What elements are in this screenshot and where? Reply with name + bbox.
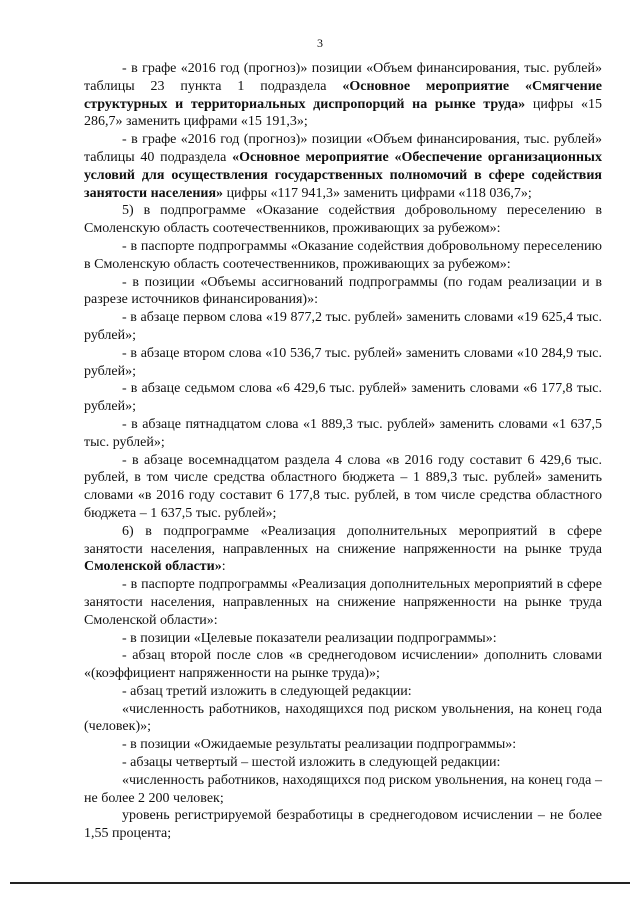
paragraph-2-tail: цифры «117 941,3» заменить цифрами «118 036,7»;: [223, 185, 532, 201]
paragraph-4: - в паспорте подпрограммы «Оказание содействия добровольному переселению в Смоленскую область соотечественников, проживающих за рубежом»:: [84, 238, 602, 272]
paragraph-20: уровень регистрируемой безработицы в среднегодовом исчислении – не более 1,55 процента;: [84, 808, 602, 842]
paragraph-11: [84, 523, 602, 576]
page-number: 3: [317, 36, 323, 50]
paragraph-1-text: - в графе «2016 год (прогноз)» позиции «Объем финансирования, тыс. рублей» таблицы 23 пункта 1 подраздела: [84, 61, 602, 94]
paragraph-11-bold: Смоленской области»: [84, 559, 222, 575]
paragraph-6: - в абзаце первом слова «19 877,2 тыс. рублей» заменить словами «19 625,4 тыс. рублей»;: [84, 310, 602, 343]
paragraph-13: - в позиции «Целевые показатели реализации подпрограммы»:: [122, 630, 497, 646]
paragraph-3: 5) в подпрограмме «Оказание содействия добровольному переселению в Смоленскую область соотечественников, проживающих за рубежом»:: [84, 203, 602, 237]
paragraph-19: «численность работников, находящихся под риском увольнения, на конец года – не более 2 200 человек;: [84, 772, 602, 806]
paragraph-1-bold: «Основное мероприятие «Смягчение структурных и территориальных диспропорций на рынке труда»: [84, 78, 603, 112]
paragraph-11-tail: :: [221, 559, 226, 575]
paragraph-12: - в паспорте подпрограммы «Реализация дополнительных мероприятий в сфере занятости населения, направленных на снижение напряженности на рынке труда Смоленской области»:: [84, 577, 602, 628]
paragraph-15: - абзац третий изложить в следующей редакции:: [122, 683, 412, 699]
paragraph-11-text: 6) в подпрограмме «Реализация дополнительных мероприятий в сфере занятости населения, направленных на снижение напряженности на рынке труда: [84, 523, 602, 557]
paragraph-16: «численность работников, находящихся под риском увольнения, на конец года (человек)»;: [84, 701, 602, 735]
document-body: [84, 60, 602, 843]
paragraph-2-text: - в графе «2016 год (прогноз)» позиции «Объем финансирования, тыс. рублей» таблицы 40 подраздела: [84, 132, 602, 165]
paragraph-14: - абзац второй после слов «в среднегодовом исчислении» дополнить словами «(коэффициент напряженности на рынке труда)»;: [84, 648, 602, 682]
paragraph-1: [84, 60, 602, 131]
paragraph-1-tail: цифры «15 286,7» заменить цифрами «15 191,3»;: [84, 96, 602, 130]
paragraph-5: - в позиции «Объемы ассигнований подпрограммы (по годам реализации и в разрезе источников финансирования)»:: [84, 274, 602, 308]
paragraph-2-bold: «Основное мероприятие «Обеспечение организационных условий для осуществления государственных полномочий в сфере содействия занятости населения»: [84, 149, 602, 201]
paragraph-7: - в абзаце втором слова «10 536,7 тыс. рублей» заменить словами «10 284,9 тыс. рублей»;: [84, 345, 602, 379]
paragraph-18: - абзацы четвертый – шестой изложить в следующей редакции:: [122, 755, 501, 771]
paragraph-8: - в абзаце седьмом слова «6 429,6 тыс. рублей» заменить словами «6 177,8 тыс. рублей»;: [84, 381, 602, 415]
paragraph-17: - в позиции «Ожидаемые результаты реализации подпрограммы»:: [122, 737, 517, 753]
paragraph-2: [84, 131, 602, 202]
paragraph-10: - в абзаце восемнадцатом раздела 4 слова «в 2016 году составит 6 429,6 тыс. рублей, в том числе средства областного бюджета – 1 889,3 тыс. рублей» заменить словами «в 2016 году составит 6 177,8 тыс. рублей, в том числе средства областного бюджета – 1 637,5 тыс. рублей»;: [84, 452, 602, 521]
page-bottom-rule: [10, 882, 630, 884]
paragraph-9: - в абзаце пятнадцатом слова «1 889,3 тыс. рублей» заменить словами «1 637,5 тыс. рублей»;: [84, 416, 602, 450]
